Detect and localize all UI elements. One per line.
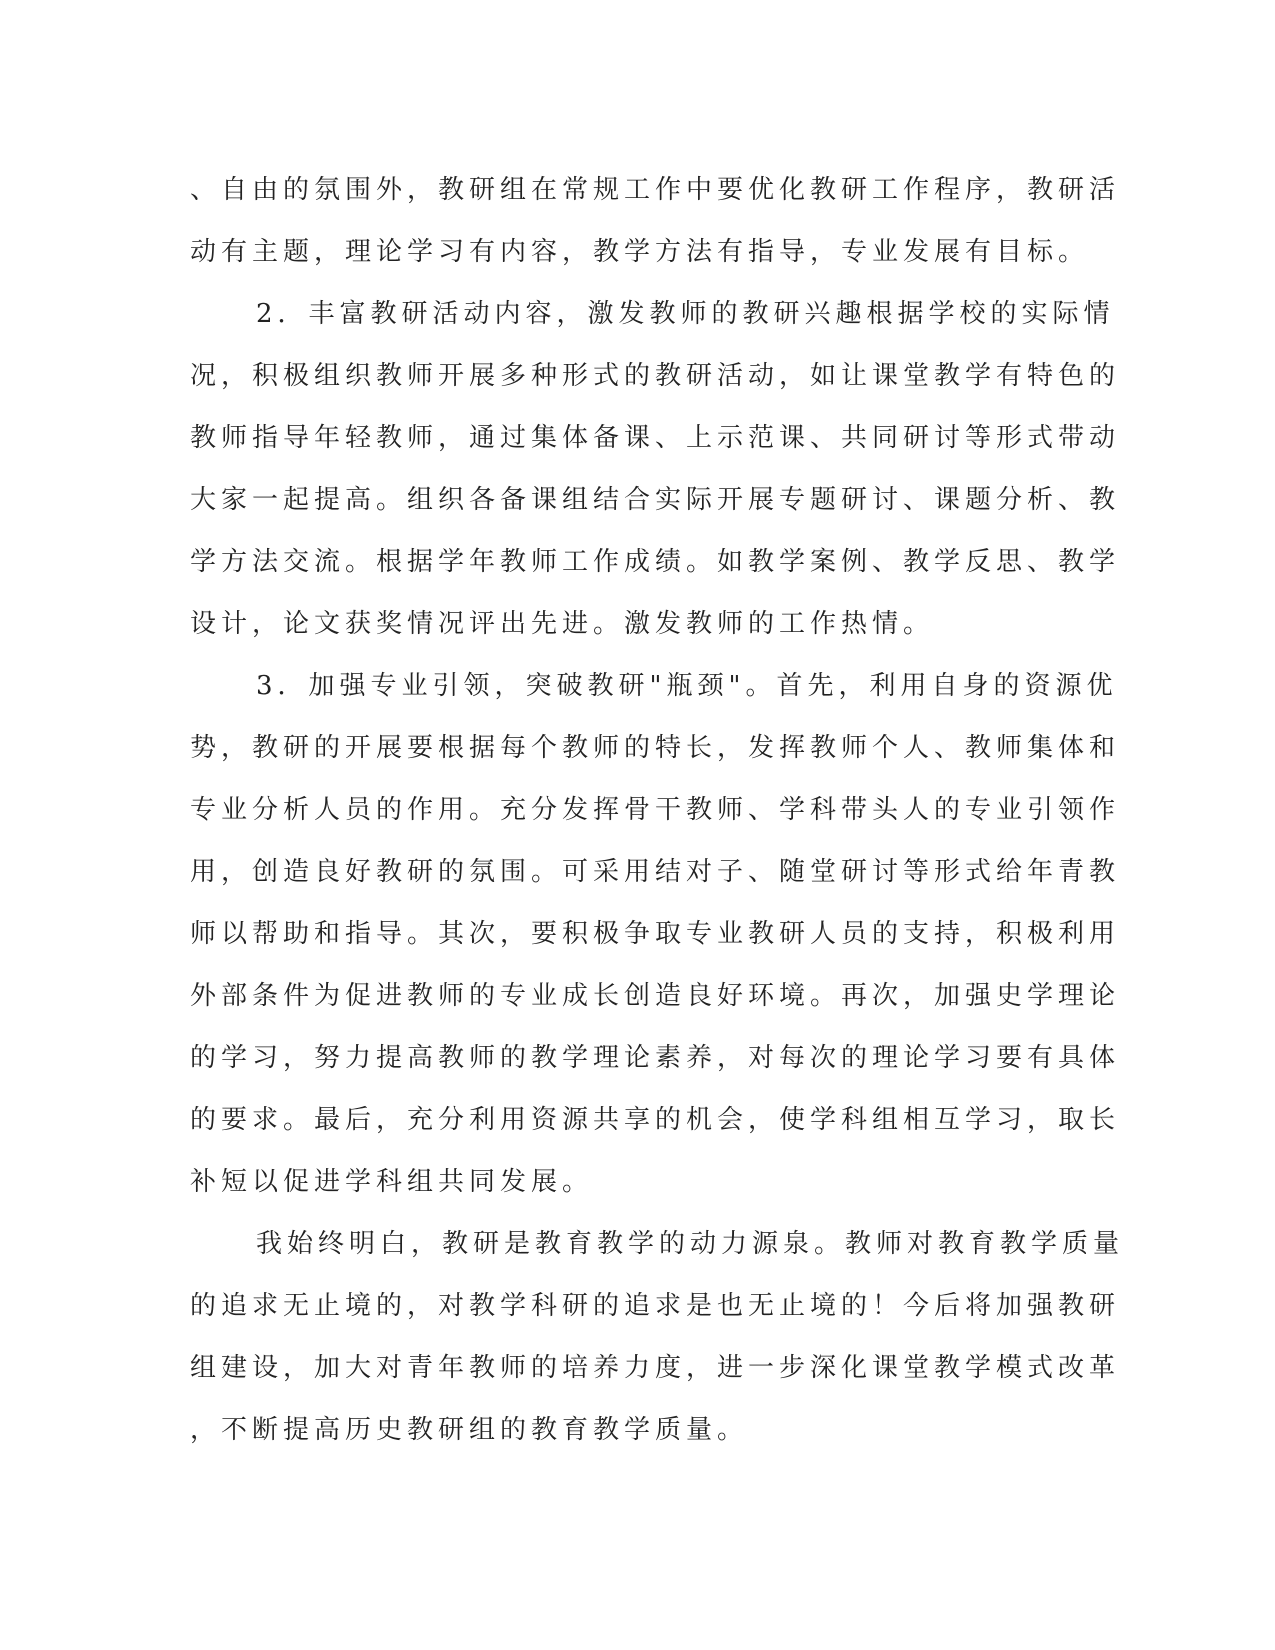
text-line: 外部条件为促进教师的专业成长创造良好环境。再次，加强史学理论 xyxy=(190,981,1121,1011)
text-line: ，不断提高历史教研组的教育教学质量。 xyxy=(190,1415,749,1445)
text-line: 的要求。最后，充分利用资源共享的机会，使学科组相互学习，取长 xyxy=(190,1105,1121,1135)
text-line: 3．加强专业引领，突破教研"瓶颈"。首先，利用自身的资源优 xyxy=(256,671,1118,701)
text-line: 专业分析人员的作用。充分发挥骨干教师、学科带头人的专业引领作 xyxy=(190,795,1121,825)
text-line: 2．丰富教研活动内容，激发教师的教研兴趣根据学校的实际情 xyxy=(256,299,1115,329)
text-line: 的学习，努力提高教师的教学理论素养，对每次的理论学习要有具体 xyxy=(190,1043,1121,1073)
text-line: 教师指导年轻教师，通过集体备课、上示范课、共同研讨等形式带动 xyxy=(190,423,1121,453)
text-line: 组建设，加大对青年教师的培养力度，进一步深化课堂教学模式改革 xyxy=(190,1353,1121,1383)
text-line: 势，教研的开展要根据每个教师的特长，发挥教师个人、教师集体和 xyxy=(190,733,1121,763)
text-line: 大家一起提高。组织各备课组结合实际开展专题研讨、课题分析、教 xyxy=(190,485,1121,515)
text-line: 学方法交流。根据学年教师工作成绩。如教学案例、教学反思、教学 xyxy=(190,547,1121,577)
text-line: 补短以促进学科组共同发展。 xyxy=(190,1167,594,1197)
text-line: 况，积极组织教师开展多种形式的教研活动，如让课堂教学有特色的 xyxy=(190,361,1121,391)
text-line: 设计，论文获奖情况评出先进。激发教师的工作热情。 xyxy=(190,609,935,639)
text-line: 的追求无止境的，对教学科研的追求是也无止境的！今后将加强教研 xyxy=(190,1291,1121,1321)
text-line: 师以帮助和指导。其次，要积极争取专业教研人员的支持，积极利用 xyxy=(190,919,1121,949)
text-line: 、自由的氛围外，教研组在常规工作中要优化教研工作程序，教研活 xyxy=(190,175,1121,205)
text-line: 我始终明白，教研是教育教学的动力源泉。教师对教育教学质量 xyxy=(256,1229,1125,1259)
text-line: 用，创造良好教研的氛围。可采用结对子、随堂研讨等形式给年青教 xyxy=(190,857,1121,887)
text-line: 动有主题，理论学习有内容，教学方法有指导，专业发展有目标。 xyxy=(190,237,1090,267)
